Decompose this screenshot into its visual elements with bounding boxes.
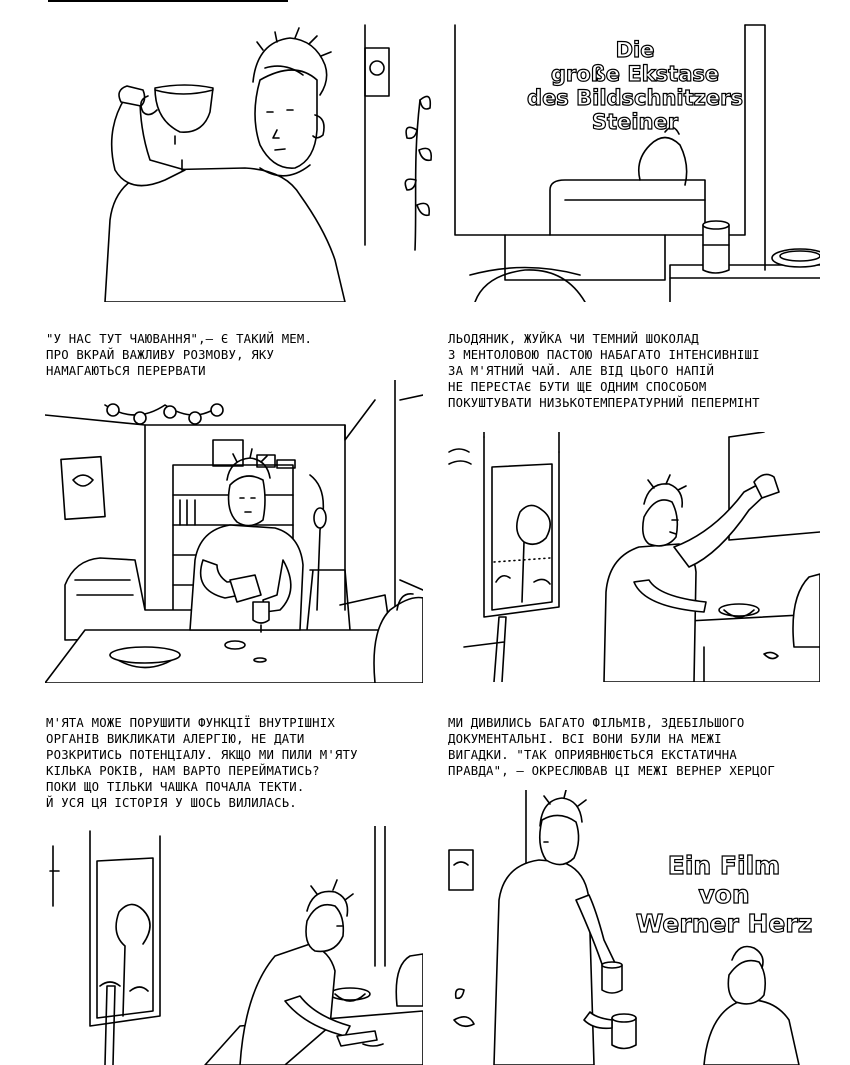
caption-werner-herzog: МИ ДИВИЛИСЬ БАГАТО ФІЛЬМІВ, ЗДЕБІЛЬШОГО ДОКУМЕНТАЛЬНІ. ВСІ ВОНИ БУЛИ НА МЕЖІ ВИГАДКИ. "ТАК ОПРИЯВНЮЄТЬСЯ ЕКСТАТИЧНА ПРАВДА", — ОКРЕСЛЮВАВ ЦІ МЕЖІ ВЕРНЕР ХЕРЦОГ xyxy=(448,716,775,778)
top-edge-mark xyxy=(48,0,288,6)
panel-2-illustration xyxy=(45,380,423,683)
tv-poster-title: Die große Ekstase des Bildschnitzers Steiner xyxy=(527,38,743,135)
panel-drinking-tea xyxy=(45,20,820,302)
caption-tea-party-meme: "У НАС ТУТ ЧАЮВАННЯ",— Є ТАКИЙ МЕМ. ПРО ВКРАЙ ВАЖЛИВУ РОЗМОВУ, ЯКУ НАМАГАЮТЬСЯ ПЕРЕРВАТИ xyxy=(46,332,313,378)
panel-wiping-spill xyxy=(45,826,423,1065)
film-credits-text: Ein Film von Werner Herz xyxy=(635,851,813,938)
panel-5-illustration xyxy=(45,826,423,1065)
panel-pouring-tea xyxy=(45,380,423,683)
caption-peppermint-taste: ЛЬОДЯНИК, ЖУЙКА ЧИ ТЕМНИЙ ШОКОЛАД З МЕНТОЛОВОЮ ПАСТОЮ НАБАГАТО ІНТЕНСИВНІШІ ЗА М'ЯТНИЙ ЧАЙ. АЛЕ ВІД ЦЬОГО НАПІЙ НЕ ПЕРЕСТАЄ БУТИ ЩЕ ОДНИМ СПОСОБОМ ПОКУШТУВАТИ НИЗЬКОТЕМПЕРАТУРНИЙ ПЕПЕРМІНТ xyxy=(448,332,760,410)
caption-mint-effects: М'ЯТА МОЖЕ ПОРУШИТИ ФУНКЦІЇ ВНУТРІШНІХ ОРГАНІВ ВИКЛИКАТИ АЛЕРГІЮ, НЕ ДАТИ РОЗКРИТИСЬ ПОТЕНЦІАЛУ. ЯКЩО МИ ПИЛИ М'ЯТУ КІЛЬКА РОКІВ, НАМ ВАРТО ПЕРЕЙМАТИСЬ? ПОКИ ЩО ТІЛЬКИ ЧАШКА ПОЧАЛА ТЕКТИ. Й УСЯ ЦЯ ІСТОРІЯ У ШОСЬ ВИЛИЛАСЬ. xyxy=(46,716,358,810)
panel-3-illustration xyxy=(444,432,820,682)
panel-watching-film xyxy=(444,790,820,1065)
panel-reaching-cupboard xyxy=(444,432,820,682)
